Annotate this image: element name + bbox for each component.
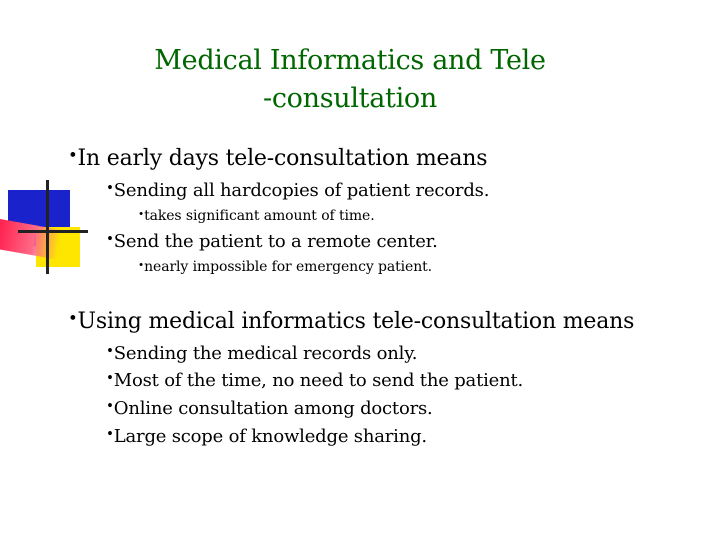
bullet-text: In early days tele-consultation means — [77, 146, 488, 172]
bullet-dot: • — [106, 426, 114, 443]
list-item — [106, 343, 417, 364]
title-line-2: -consultation — [263, 83, 437, 114]
list-item — [106, 398, 433, 419]
bullet-dot: • — [138, 259, 145, 272]
bullet-dot: • — [138, 208, 145, 221]
bullet-dot: • — [106, 180, 114, 197]
sub-sub-bullet-emergency — [138, 259, 432, 275]
decorative-vertical-line — [46, 180, 49, 274]
bullet-text: Sending all hardcopies of patient records. — [113, 180, 490, 201]
bullet-text: takes significant amount of time. — [144, 208, 375, 224]
bullet-text: Most of the time, no need to send the patient. — [113, 370, 524, 391]
bullet-using-informatics — [68, 309, 634, 334]
bullet-dot: • — [68, 309, 78, 328]
bullet-dot: • — [106, 398, 114, 415]
bullet-dot: • — [106, 343, 114, 360]
bullet-dot: • — [106, 370, 114, 387]
bullet-text: Using medical informatics tele-consultation means — [77, 309, 635, 335]
sub-bullet-remote-center — [106, 231, 438, 252]
bullet-early-days — [68, 146, 487, 171]
bullet-text: nearly impossible for emergency patient. — [144, 259, 432, 275]
bullet-text: Online consultation among doctors. — [113, 398, 433, 419]
slide-title — [90, 42, 610, 118]
bullet-text: Sending the medical records only. — [113, 343, 418, 364]
sub-sub-bullet-time — [138, 208, 375, 224]
list-item — [106, 426, 427, 447]
sub-bullet-hardcopies — [106, 180, 489, 201]
list-item — [106, 370, 523, 391]
decorative-horizontal-line — [18, 230, 88, 233]
title-line-1: Medical Informatics and Tele — [154, 45, 546, 76]
bullet-dot: • — [106, 231, 114, 248]
bullet-dot: • — [68, 146, 78, 165]
bullet-text: Large scope of knowledge sharing. — [113, 426, 427, 447]
bullet-text: Send the patient to a remote center. — [113, 231, 438, 252]
